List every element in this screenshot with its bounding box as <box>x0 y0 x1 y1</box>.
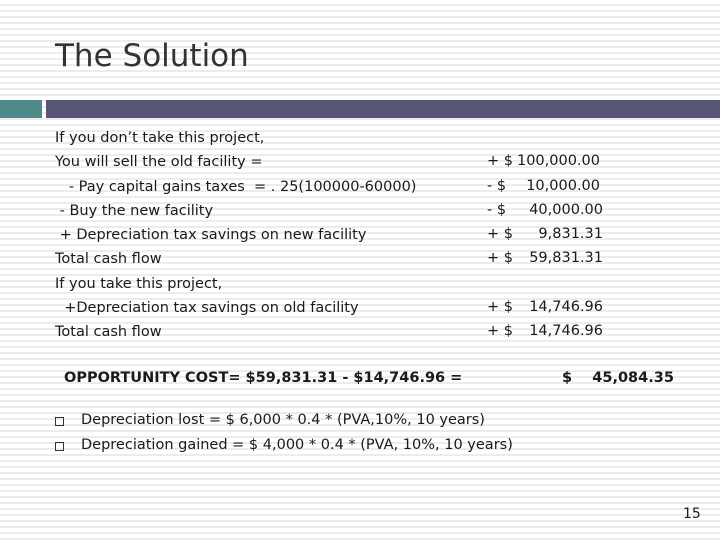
row-label: You will sell the old facility = <box>55 154 263 170</box>
row-label: Total cash flow <box>55 324 162 340</box>
title-underline-bar <box>46 100 720 118</box>
square-bullet-icon <box>55 442 64 451</box>
row-sign: - $ <box>487 202 507 218</box>
row-amount: 14,746.96 <box>529 299 603 315</box>
row-amount: 100,000.00 <box>516 153 600 169</box>
row-label: Total cash flow <box>55 251 162 267</box>
title-accent-bar <box>0 100 42 118</box>
opportunity-cost-value: $ 45,084.35 <box>562 370 674 386</box>
row-sign: + $ <box>487 299 513 315</box>
row-label: + Depreciation tax savings on new facility <box>55 227 367 243</box>
row-label: If you take this project, <box>55 276 223 292</box>
row-label: If you don’t take this project, <box>55 130 265 146</box>
row-amount: 10,000.00 <box>526 178 600 194</box>
row-sign: - $ <box>487 178 507 194</box>
row-sign: + $ <box>487 226 513 242</box>
slide-title: The Solution <box>55 38 249 74</box>
row-label: - Pay capital gains taxes = . 25(100000-60000) <box>55 179 417 195</box>
row-sign: + $ <box>487 153 513 169</box>
row-sign: + $ <box>487 323 513 339</box>
bullet-text: Depreciation lost = $ 6,000 * 0.4 * (PVA,10%, 10 years) <box>81 412 485 428</box>
row-label: - Buy the new facility <box>55 203 214 219</box>
row-amount: 40,000.00 <box>529 202 603 218</box>
row-label: +Depreciation tax savings on old facility <box>55 300 359 316</box>
square-bullet-icon <box>55 417 64 426</box>
page-number: 15 <box>683 506 701 522</box>
bullet-text: Depreciation gained = $ 4,000 * 0.4 * (PVA, 10%, 10 years) <box>81 437 513 453</box>
row-amount: 14,746.96 <box>529 323 603 339</box>
opportunity-cost-label: OPPORTUNITY COST= $59,831.31 - $14,746.96 = <box>64 370 463 386</box>
row-amount: 9,831.31 <box>538 226 603 242</box>
row-amount: 59,831.31 <box>529 250 603 266</box>
row-sign: + $ <box>487 250 513 266</box>
